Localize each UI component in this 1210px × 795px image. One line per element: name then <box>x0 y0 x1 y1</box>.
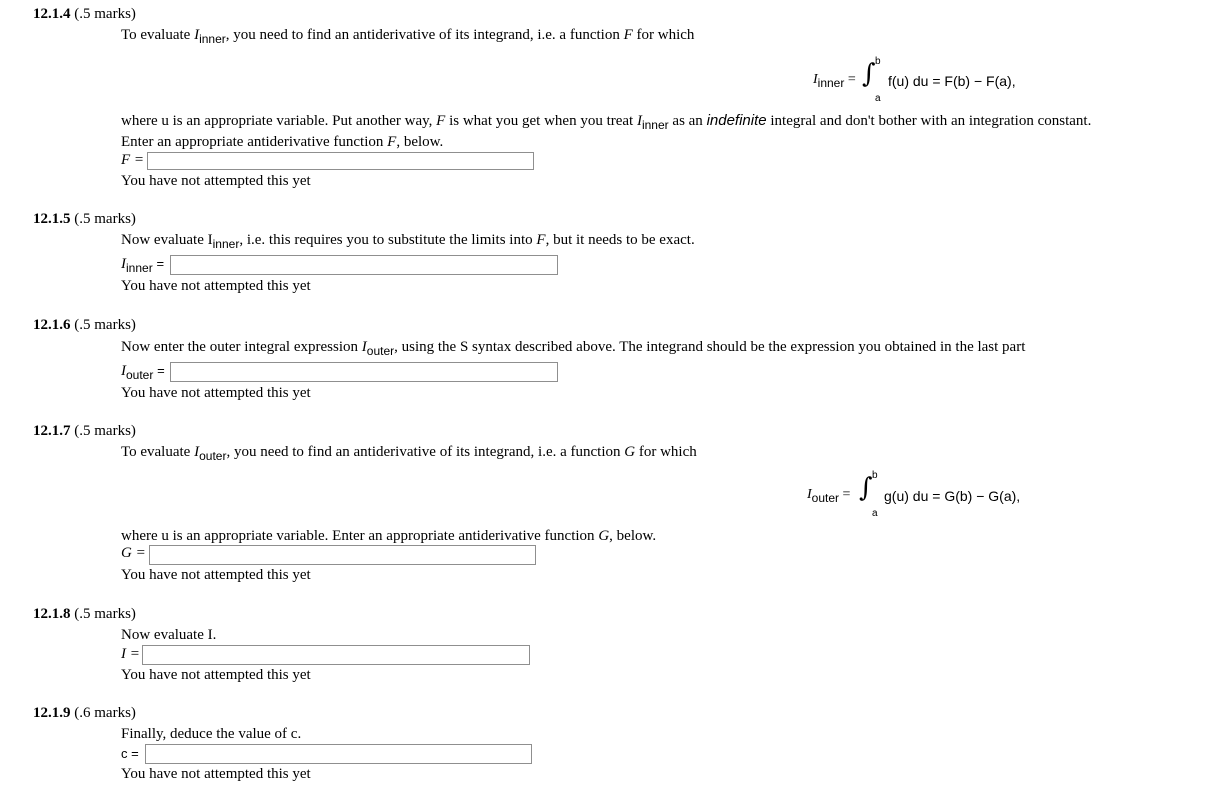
integral-formula-inner: $I_{inner}$ = <box>813 72 856 90</box>
question-prompt: Finally, deduce the value of c. <box>121 726 302 742</box>
question-marks: (.5 marks) <box>74 317 136 333</box>
answer-label: F = <box>121 152 145 168</box>
upper-limit: b <box>872 470 878 481</box>
attempt-status: You have not attempted this yet <box>121 766 311 782</box>
integral-sign-icon: ∫ <box>862 59 876 89</box>
question-header <box>33 606 136 623</box>
question-marks: (.5 marks) <box>74 423 136 439</box>
question-prompt: To evaluate $I_{outer}$, you need to find an antiderivative of its integrand, i.e. a function G for which <box>121 444 697 463</box>
integral-sign-icon: ∫ <box>859 473 873 503</box>
question-prompt: To evaluate $I_{inner}$, you need to find an antiderivative of its integrand, i.e. a function F for which <box>121 27 695 46</box>
question-explanation: where u is an appropriate variable. Enter an appropriate antiderivative function G, below. <box>121 528 657 544</box>
attempt-status: You have not attempted this yet <box>121 278 311 294</box>
question-number: 12.1.8 <box>33 606 71 622</box>
answer-input-I[interactable] <box>142 645 530 665</box>
question-header <box>33 317 136 334</box>
question-explanation: where u is an appropriate variable. Put another way, F is what you get when you treat $I_{inner}$ as an indefinite integral and don't bother with an integration constant. <box>121 112 1092 132</box>
question-number: 12.1.4 <box>33 6 71 22</box>
question-instruction: Enter an appropriate antiderivative function F, below. <box>121 134 444 150</box>
answer-label: c = <box>121 746 139 761</box>
formula-rhs: f(u) du = F(b) − F(a), <box>888 73 1016 89</box>
answer-label: G = <box>121 545 146 561</box>
question-prompt: Now enter the outer integral expression $I_{outer}$, using the S syntax described above. The integrand should be the expression you obtained in the last part <box>121 339 1026 358</box>
attempt-status: You have not attempted this yet <box>121 667 311 683</box>
attempt-status: You have not attempted this yet <box>121 173 311 189</box>
answer-input-I-inner[interactable] <box>170 255 558 275</box>
answer-input-F[interactable] <box>147 152 534 170</box>
question-prompt: Now evaluate $I_{inner}$, i.e. this requires you to substitute the limits into F, but it needs to be exact. <box>121 232 695 251</box>
answer-input-G[interactable] <box>149 545 536 565</box>
answer-input-I-outer[interactable] <box>170 362 558 382</box>
question-number: 12.1.6 <box>33 317 71 333</box>
answer-input-c[interactable] <box>145 744 532 764</box>
answer-label: $I_{inner}$ = <box>121 256 165 275</box>
lower-limit: a <box>875 93 881 104</box>
question-header <box>33 705 136 722</box>
question-header <box>33 423 136 440</box>
question-number: 12.1.5 <box>33 211 71 227</box>
lower-limit: a <box>872 508 878 519</box>
question-number: 12.1.9 <box>33 705 71 721</box>
question-marks: (.5 marks) <box>74 606 136 622</box>
question-prompt: Now evaluate I. <box>121 627 217 643</box>
question-number: 12.1.7 <box>33 423 71 439</box>
upper-limit: b <box>875 56 881 67</box>
formula-rhs: g(u) du = G(b) − G(a), <box>884 488 1021 504</box>
answer-label: $I_{outer}$ = <box>121 363 165 382</box>
question-marks: (.5 marks) <box>74 211 136 227</box>
integral-formula-outer: $I_{outer}$ = <box>807 487 851 505</box>
attempt-status: You have not attempted this yet <box>121 567 311 583</box>
question-header <box>33 211 136 228</box>
question-marks: (.5 marks) <box>74 6 136 22</box>
attempt-status: You have not attempted this yet <box>121 385 311 401</box>
answer-label: I = <box>121 646 140 662</box>
question-marks: (.6 marks) <box>74 705 136 721</box>
question-header <box>33 6 136 23</box>
